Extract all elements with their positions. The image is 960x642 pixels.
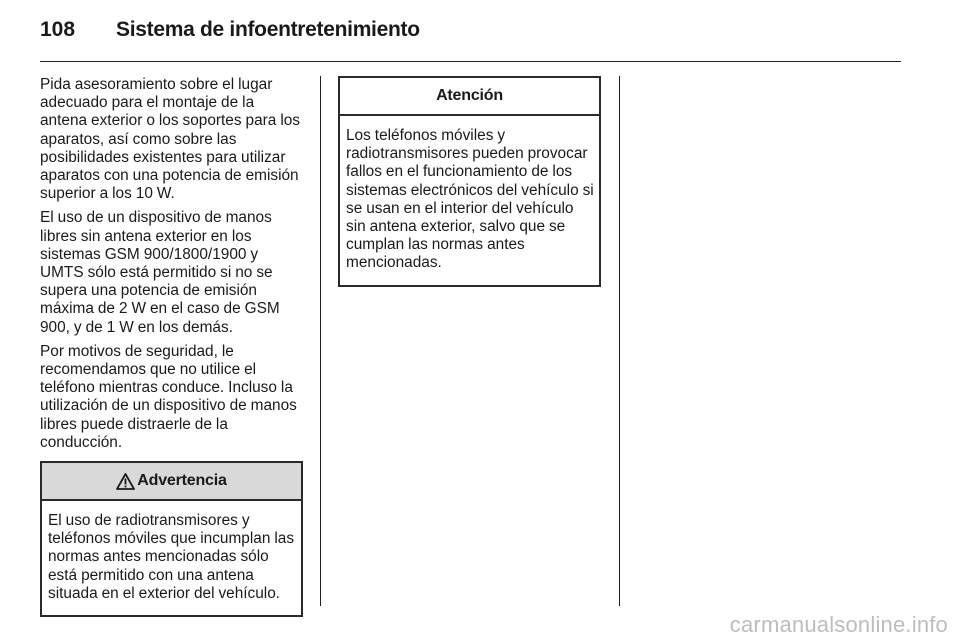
column-divider — [619, 76, 620, 606]
left-column — [40, 76, 303, 617]
warning-box — [40, 461, 303, 617]
warning-box-header — [42, 463, 301, 501]
warning-box-title: Advertencia — [137, 472, 227, 490]
warning-triangle-icon — [116, 473, 135, 490]
paragraph-hands-free-power: El uso de un dispositivo de manos libres sin antena exterior en los sistemas GSM 900/1800/1900 y UMTS sólo está permitido si no se supera una potencia de emisión máxima de 2 W en el caso de GSM 900, y de 1 W en los demás. — [40, 209, 280, 336]
paragraph-safety: Por motivos de seguridad, le recomendamos que no utilice el teléfono mientras conduce. Incluso la utilización de un dispositivo de manos libres puede distraerle de la conducción. — [40, 342, 297, 451]
warning-box-text: El uso de radiotransmisores y teléfonos móviles que incumplan las normas antes mencionadas sólo está permitido con una antena situada en el exterior del vehículo. — [48, 512, 295, 602]
watermark: carmanualsonline.info — [729, 612, 948, 637]
attention-box-text: Los teléfonos móviles y radiotransmisores pueden provocar fallos en el funcionamiento de los sistemas electrónicos del vehículo si se usan en el interior del vehículo sin antena exterior, salvo que se cumplan las normas antes mencionadas. — [346, 127, 594, 272]
page-number: 108 — [40, 18, 76, 41]
paragraph-antenna-advice: Pida asesoramiento sobre el lugar adecuado para el montaje de la antena exterior o los soportes para los aparatos, así como sobre las posibilidades existentes para utilizar aparatos con una potencia de emisión superior a los 10 W. — [40, 76, 300, 203]
attention-box — [338, 76, 601, 287]
attention-box-title: Atención — [436, 87, 503, 104]
attention-box-header — [340, 78, 599, 116]
page-title: Sistema de infoentretenimiento — [116, 18, 420, 41]
page-header — [40, 18, 420, 48]
middle-column — [338, 76, 601, 287]
column-divider — [320, 76, 321, 606]
header-rule — [40, 61, 901, 62]
